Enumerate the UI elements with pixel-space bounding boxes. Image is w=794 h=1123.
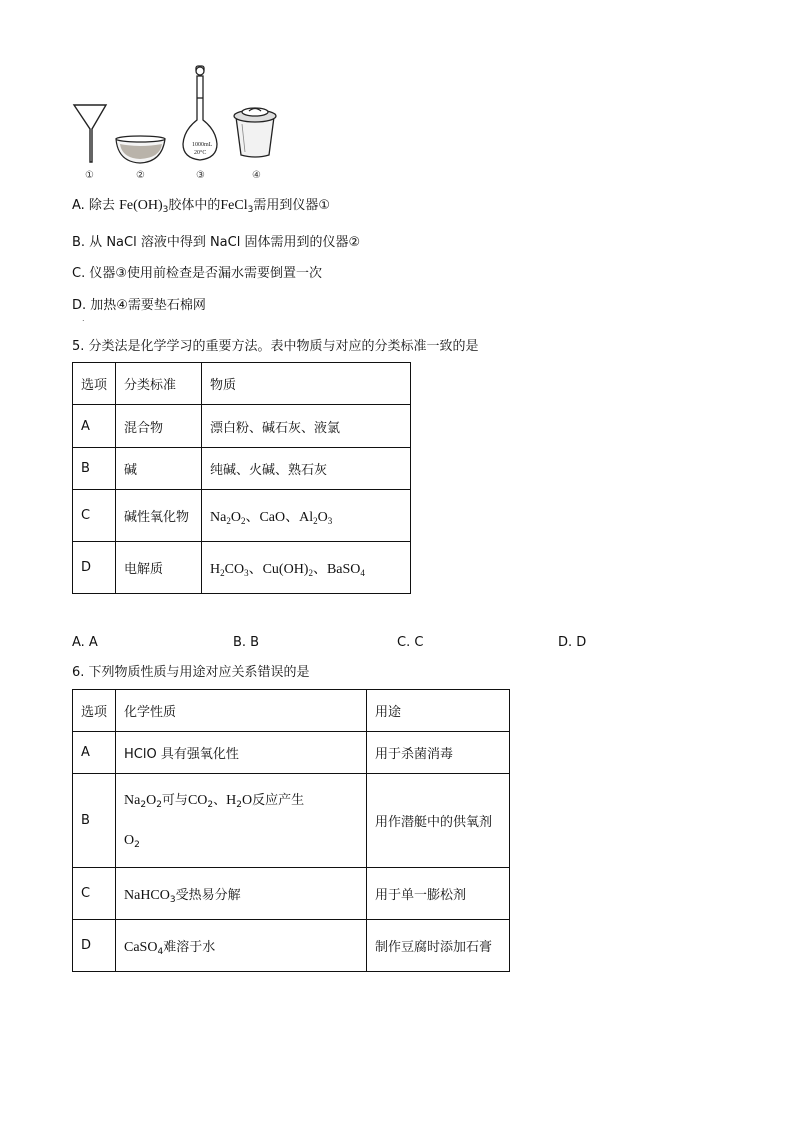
use-cell: 用作潜艇中的供氧剂 <box>367 774 510 868</box>
standard-cell: 混合物 <box>116 405 202 448</box>
funnel-drawing <box>74 105 106 162</box>
apparatus-figure <box>66 62 286 186</box>
table-row <box>73 774 510 868</box>
table-header-row <box>73 690 510 732</box>
q5-table <box>72 362 411 594</box>
option-cell: D <box>73 542 116 594</box>
option-cell: D <box>73 920 116 972</box>
option-cell: B <box>73 774 116 868</box>
header-cell: 物质 <box>202 363 411 405</box>
stray-dot: . <box>82 314 85 323</box>
standard-cell: 电解质 <box>116 542 202 594</box>
table-row <box>73 732 510 774</box>
table-row <box>73 405 411 448</box>
option-cell: B <box>73 448 116 490</box>
option-cell: A <box>73 405 116 448</box>
table-row <box>73 920 510 972</box>
use-cell: 用于单一膨松剂 <box>367 868 510 920</box>
apparatus-label-4: ④ <box>252 170 261 181</box>
table-row <box>73 868 510 920</box>
option-cell: C <box>73 868 116 920</box>
evaporating-dish-drawing <box>116 136 165 163</box>
q5-answer-c: C. C <box>397 635 424 650</box>
q5-answer-d: D. D <box>558 635 587 650</box>
use-cell: 用于杀菌消毒 <box>367 732 510 774</box>
option-cell: C <box>73 490 116 542</box>
flask-temp-text: 20°C <box>194 150 207 156</box>
header-cell: 分类标准 <box>116 363 202 405</box>
substance-cell: $Na_2O_2$、CaO、$Al_2O_3$ <box>202 490 411 542</box>
q4-option-c: C. 仪器③使用前检查是否漏水需要倒置一次 <box>72 266 322 281</box>
q6-stem: 6. 下列物质性质与用途对应关系错误的是 <box>72 665 310 680</box>
property-cell: CaSO$_4$难溶于水 <box>116 920 367 972</box>
flask-volume-text: 1000mL <box>192 142 213 148</box>
q4-option-a: A. 除去 $Fe(OH)_3$胶体中的FeCl$_3$需用到仪器① <box>72 198 330 215</box>
q5-stem: 5. 分类法是化学学习的重要方法。表中物质与对应的分类标准一致的是 <box>72 339 479 354</box>
q5-answer-a: A. A <box>72 635 98 650</box>
q4-option-d: D. 加热④需要垫石棉网 <box>72 298 206 313</box>
property-cell: NaHCO$_3$受热易分解 <box>116 868 367 920</box>
table-header-row <box>73 363 411 405</box>
header-cell: 用途 <box>367 690 510 732</box>
property-cell: HClO 具有强氧化性 <box>116 732 367 774</box>
substance-cell: 漂白粉、碱石灰、液氯 <box>202 405 411 448</box>
table-row <box>73 490 411 542</box>
table-row <box>73 448 411 490</box>
table-row <box>73 542 411 594</box>
use-cell: 制作豆腐时添加石膏 <box>367 920 510 972</box>
header-cell: 选项 <box>73 690 116 732</box>
property-cell: $Na_2O_2$可与$CO_2$、$H_2O$反应产生 $O_2$ <box>116 774 367 868</box>
standard-cell: 碱性氧化物 <box>116 490 202 542</box>
crucible-drawing <box>234 108 276 157</box>
option-cell: A <box>73 732 116 774</box>
q4-option-b: B. 从 NaCl 溶液中得到 NaCl 固体需用到的仪器② <box>72 235 361 250</box>
substance-cell: $H_2CO_3$、$Cu(OH)_2$、BaSO$_4$ <box>202 542 411 594</box>
standard-cell: 碱 <box>116 448 202 490</box>
apparatus-label-2: ② <box>136 170 145 181</box>
header-cell: 选项 <box>73 363 116 405</box>
header-cell: 化学性质 <box>116 690 367 732</box>
q6-table <box>72 689 510 972</box>
apparatus-label-1: ① <box>85 170 94 181</box>
q5-answer-b: B. B <box>233 635 260 650</box>
substance-cell: 纯碱、火碱、熟石灰 <box>202 448 411 490</box>
apparatus-label-3: ③ <box>196 170 205 181</box>
